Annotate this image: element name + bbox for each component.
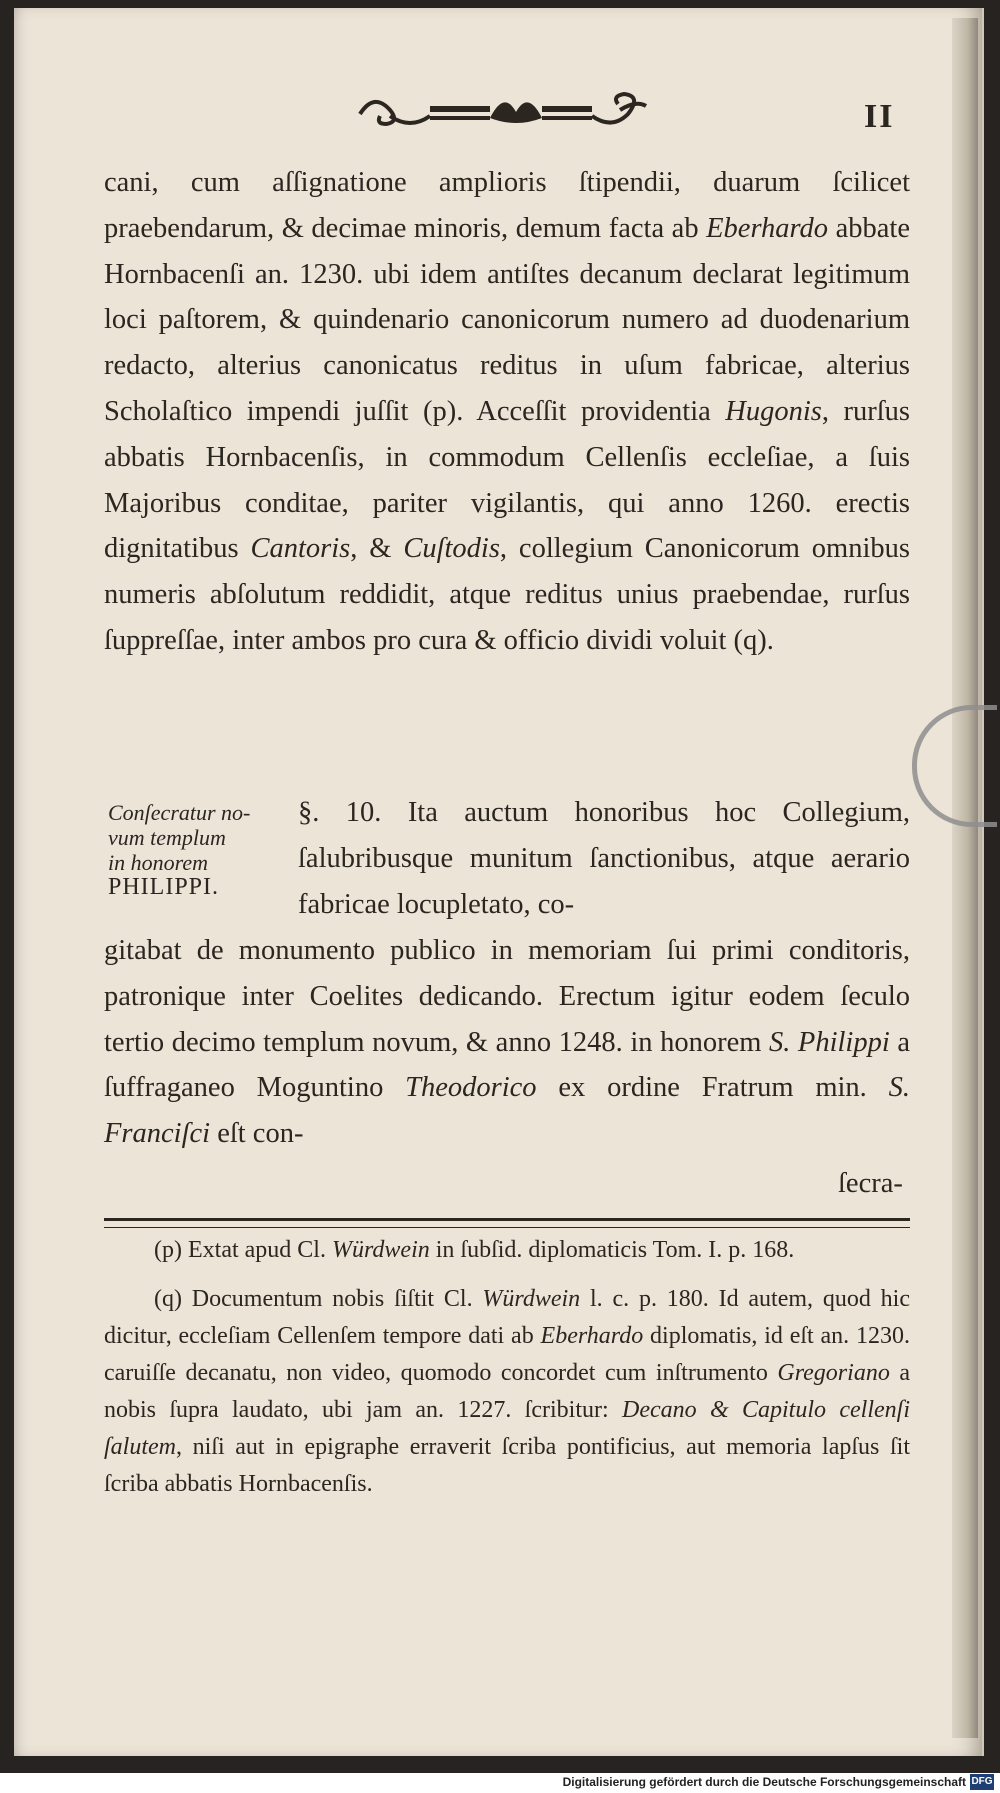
text-run: diplomatis, id eſt an. 1230. caruiſſe decanatu, non video, quomodo concordet cum inſtrumento [104,1323,911,1386]
text-run: , niſi aut in epigraphe erraverit ſcriba pontificius, aut memoria lapſus ſit ſcriba abbatis Hornbacenſis. [104,1434,910,1497]
italic-text: Gregoriano [777,1360,890,1386]
italic-text: Eberhardo [540,1323,644,1349]
text-run: , rurſus abbatis Hornbacenſis, in commodum Cellenſis eccleſiae, a ſuis Majoribus conditae, pariter vigilantis, qui anno 1260. erectis dignitatibus [104,395,910,565]
margin-note-line: vum templum [108,825,226,850]
catchword: ſecra- [838,1168,903,1199]
italic-text: S. Franciſci [104,1072,910,1150]
text-run: (p) Extat apud Cl. [154,1237,332,1263]
italic-text: S. Philippi [768,1026,890,1058]
section-continuation [104,928,910,1157]
text-run: , & [350,533,404,565]
text-run: abbate Hornbacenſi an. 1230. ubi idem antiſtes decanum declarat legitimum loci paſtorem, & quindenario canonicorum numero ad duodenarium redacto, alterius canonicatus reditus in uſum fabricae, alterius Scholaſtico impendi juſſit (p). Acceſſit providentia [104,212,910,427]
head-ornament-icon [350,86,656,142]
margin-note-line: Conſecratur no- [108,800,251,825]
footnotes [104,1232,910,1515]
text-run: l. c. p. 180. Id autem, quod hic dicitur, eccleſiam Cellenſem tempore dati ab [104,1286,910,1349]
margin-note-line: PHILIPPI. [108,874,220,900]
italic-text: Würdwein [482,1286,581,1312]
section-heading-paragraph: §. 10. Ita auctum honoribus hoc Collegium, ſalubribusque munitum ſanctionibus, atque aerario fabricae locupletato, co- [298,797,910,920]
italic-text: Theodorico [405,1072,537,1104]
italic-text: Hugonis [725,395,822,427]
footnote-q [104,1281,910,1503]
body-paragraph [104,160,910,664]
text-run: , collegium Canonicorum omnibus numeris abſolutum reddidit, atque reditus unius praebendae, rurſus ſuppreſſae, inter ambos pro cura & officio dividi voluit (q). [104,533,910,656]
italic-text: Eberhardo [706,212,829,244]
text-run: gitabat de monumento publico in memoriam ſui primi conditoris, patronique inter Coelites dedicando. Erectum igitur eodem ſeculo tertio decimo templum novum, & anno 1248. in honorem [104,935,910,1058]
text-run: a nobis ſupra laudato, ubi jam an. 1227. ſcribitur: [104,1360,911,1423]
margin-note-line: in honorem [108,850,209,875]
footnote-rule [104,1218,910,1228]
dfg-logo: DFG [970,1774,994,1790]
page-edge [952,18,978,1738]
funding-credit: Digitalisierung gefördert durch die Deutsche Forschungsgemeinschaft [562,1775,966,1789]
text-run: (q) Documentum nobis ſiſtit Cl. [154,1286,483,1312]
italic-text: Cantoris [250,533,351,565]
margin-note [108,800,288,900]
italic-text: Decano & Capitulo cellenſi ſalutem [104,1397,910,1460]
footnote-p [104,1232,910,1269]
text-run: eſt con- [210,1118,304,1150]
text-run: cani, cum aſſignatione amplioris ſtipendii, duarum ſcilicet praebendarum, & decimae minoris, demum facta ab [104,167,910,244]
page-number: II [864,98,895,135]
text-run: in ſubſid. diplomaticis Tom. I. p. 168. [429,1237,795,1263]
italic-text: Würdwein [331,1237,430,1263]
text-run: a ſuffraganeo Moguntino [104,1026,910,1104]
italic-text: Cuſtodis [403,533,500,565]
text-run: ex ordine Fratrum min. [536,1072,889,1104]
